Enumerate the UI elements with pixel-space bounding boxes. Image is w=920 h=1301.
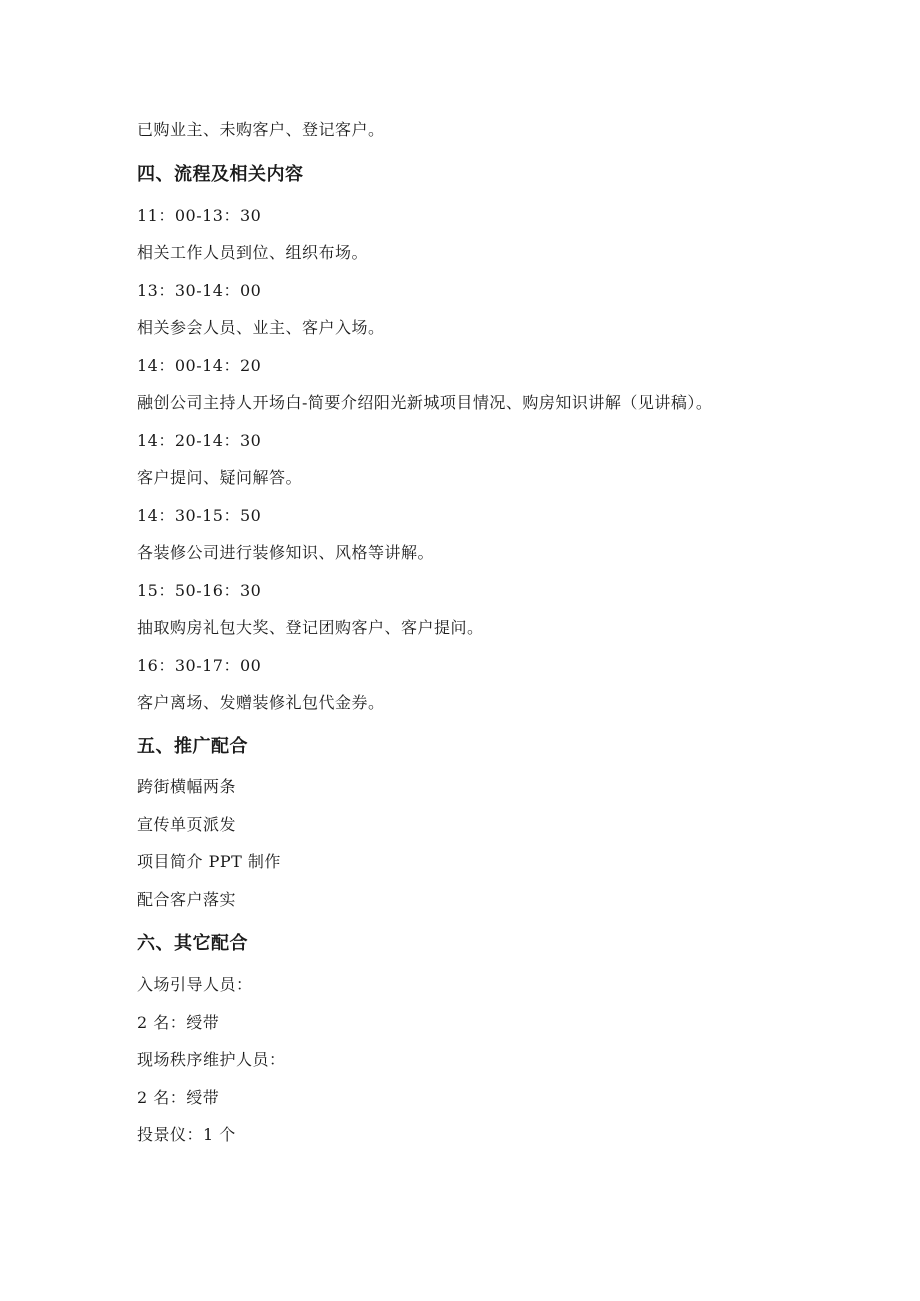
promo-item-4: 配合客户落实 xyxy=(137,890,237,909)
intro-line: 已购业主、未购客户、登记客户。 xyxy=(137,120,385,139)
promo-item-3: 项目简介 PPT 制作 xyxy=(137,852,281,871)
schedule-time-1: 11：00-13：30 xyxy=(137,206,262,225)
other-item-1: 入场引导人员： xyxy=(137,975,253,994)
other-item-4: 2 名：绶带 xyxy=(137,1088,220,1107)
schedule-content-7: 客户离场、发赠装修礼包代金券。 xyxy=(137,693,385,712)
promo-item-1: 跨街横幅两条 xyxy=(137,777,237,796)
other-item-3: 现场秩序维护人员： xyxy=(137,1050,286,1069)
schedule-content-1: 相关工作人员到位、组织布场。 xyxy=(137,243,369,262)
section-6-heading: 六、其它配合 xyxy=(137,933,248,954)
other-item-2: 2 名：绶带 xyxy=(137,1013,220,1032)
schedule-time-7: 16：30-17：00 xyxy=(137,656,262,675)
schedule-content-3: 融创公司主持人开场白-简要介绍阳光新城项目情况、购房知识讲解（见讲稿）。 xyxy=(137,393,713,412)
schedule-content-5: 各装修公司进行装修知识、风格等讲解。 xyxy=(137,543,435,562)
other-item-5: 投景仪：1 个 xyxy=(137,1125,236,1144)
promo-item-2: 宣传单页派发 xyxy=(137,815,237,834)
schedule-time-4: 14：20-14：30 xyxy=(137,431,262,450)
schedule-time-2: 13：30-14：00 xyxy=(137,281,262,300)
schedule-content-6: 抽取购房礼包大奖、登记团购客户、客户提问。 xyxy=(137,618,484,637)
schedule-time-6: 15：50-16：30 xyxy=(137,581,262,600)
schedule-content-4: 客户提问、疑问解答。 xyxy=(137,468,303,487)
section-5-heading: 五、推广配合 xyxy=(137,736,248,757)
schedule-time-5: 14：30-15：50 xyxy=(137,506,262,525)
schedule-time-3: 14：00-14：20 xyxy=(137,356,262,375)
schedule-content-2: 相关参会人员、业主、客户入场。 xyxy=(137,318,385,337)
section-4-heading: 四、流程及相关内容 xyxy=(137,164,304,185)
